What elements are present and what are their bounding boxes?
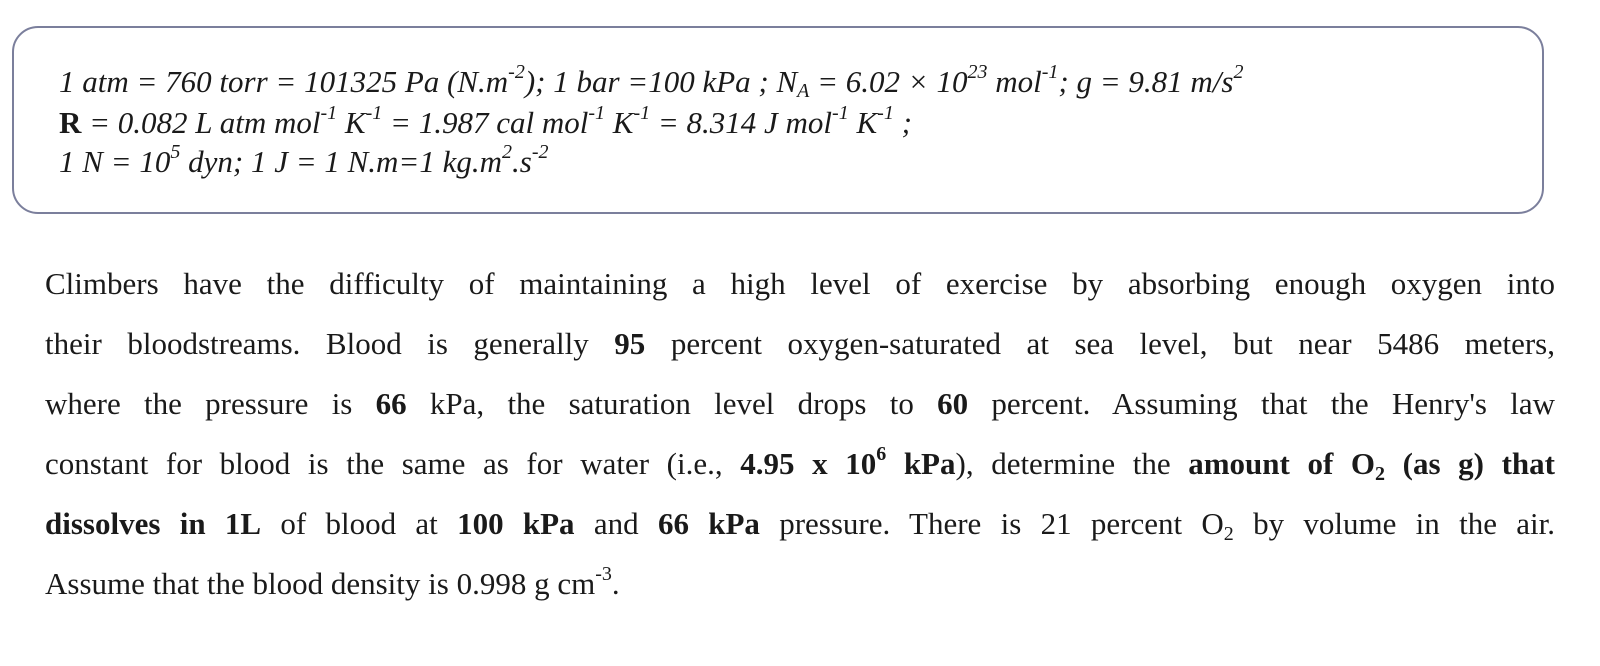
bold-text: (as g) that: [1385, 446, 1555, 481]
text: by volume in the air.: [1233, 506, 1555, 541]
superscript: -1: [633, 102, 651, 124]
superscript: 6: [876, 443, 887, 465]
bold-value: 60: [937, 386, 969, 421]
gas-constant-symbol: R: [59, 105, 82, 140]
punctuation: ;: [893, 105, 912, 140]
text: kPa, the saturation level drops to: [406, 386, 938, 421]
text: constant for blood is the same as for water (i.e.,: [45, 446, 741, 481]
superscript: 2: [1233, 61, 1244, 83]
unit-text: K: [848, 105, 878, 140]
superscript: -1: [365, 102, 383, 124]
text: pressure. There is 21 percent O: [759, 506, 1224, 541]
superscript: -1: [588, 102, 605, 124]
problem-line: [45, 562, 1555, 622]
unit-text: .s: [512, 144, 532, 179]
problem-statement: [45, 262, 1555, 622]
constants-line-gas-constant: [59, 102, 912, 140]
bold-text: amount of O: [1188, 446, 1376, 481]
superscript: -3: [595, 563, 612, 585]
text: their bloodstreams. Blood is generally: [45, 326, 615, 361]
gas-constant-value: = 0.082 L atm mol: [81, 105, 321, 140]
superscript: 2: [502, 141, 512, 163]
problem-line: [45, 262, 1555, 322]
problem-line: [45, 502, 1555, 562]
text: percent. Assuming that the Henry's law: [968, 386, 1555, 421]
joule-conversion: dyn; 1 J = 1 N.m=1 kg.m: [180, 144, 502, 179]
text: percent oxygen-saturated at sea level, but near 5486 meters,: [645, 326, 1555, 361]
bold-value: 95: [614, 326, 646, 361]
bold-value: kPa: [886, 446, 956, 481]
newton-conversion: 1 N = 10: [59, 144, 171, 179]
text: Assume that the blood density is 0.998 g cm: [45, 566, 596, 601]
problem-line: [45, 322, 1555, 382]
superscript: -1: [832, 102, 849, 124]
text: of blood at: [261, 506, 458, 541]
constants-line-force-energy: [59, 141, 549, 179]
text: .: [611, 566, 620, 601]
constants-line-units: [59, 61, 1244, 102]
superscript: -2: [508, 61, 525, 83]
bold-value: 66: [375, 386, 407, 421]
superscript: 5: [170, 141, 181, 163]
constants-box: [12, 26, 1544, 214]
avogadro-constant: = 6.02 × 10: [809, 64, 968, 99]
gas-constant-value: = 1.987 cal mol: [382, 105, 589, 140]
text: Climbers have the difficulty of maintaining a high level of exercise by absorbing enough oxygen into: [45, 266, 1555, 301]
superscript: 23: [967, 61, 988, 83]
text: and: [574, 506, 658, 541]
problem-line: [45, 442, 1555, 502]
unit-text: mol: [987, 64, 1042, 99]
subscript: 2: [1223, 523, 1234, 545]
bold-value: 4.95 x 10: [740, 446, 877, 481]
bold-value: 66 kPa: [657, 506, 760, 541]
superscript: -1: [320, 102, 338, 124]
atm-conversion: 1 atm = 760 torr = 101325 Pa (N.m: [59, 64, 509, 99]
bold-value: 100 kPa: [457, 506, 575, 541]
superscript: -1: [1041, 61, 1059, 83]
unit-text: K: [337, 105, 366, 140]
text: ), determine the: [955, 446, 1189, 481]
superscript: -1: [877, 102, 894, 124]
subscript: 2: [1375, 463, 1386, 485]
bar-conversion: ); 1 bar =100 kPa ; N: [524, 64, 798, 99]
subscript: A: [797, 80, 810, 102]
unit-text: K: [605, 105, 634, 140]
gas-constant-value: = 8.314 J mol: [650, 105, 833, 140]
problem-line: [45, 382, 1555, 442]
gravity-constant: ; g = 9.81 m/s: [1058, 64, 1234, 99]
superscript: -2: [531, 141, 549, 163]
text: where the pressure is: [45, 386, 376, 421]
bold-text: dissolves in 1L: [45, 506, 262, 541]
